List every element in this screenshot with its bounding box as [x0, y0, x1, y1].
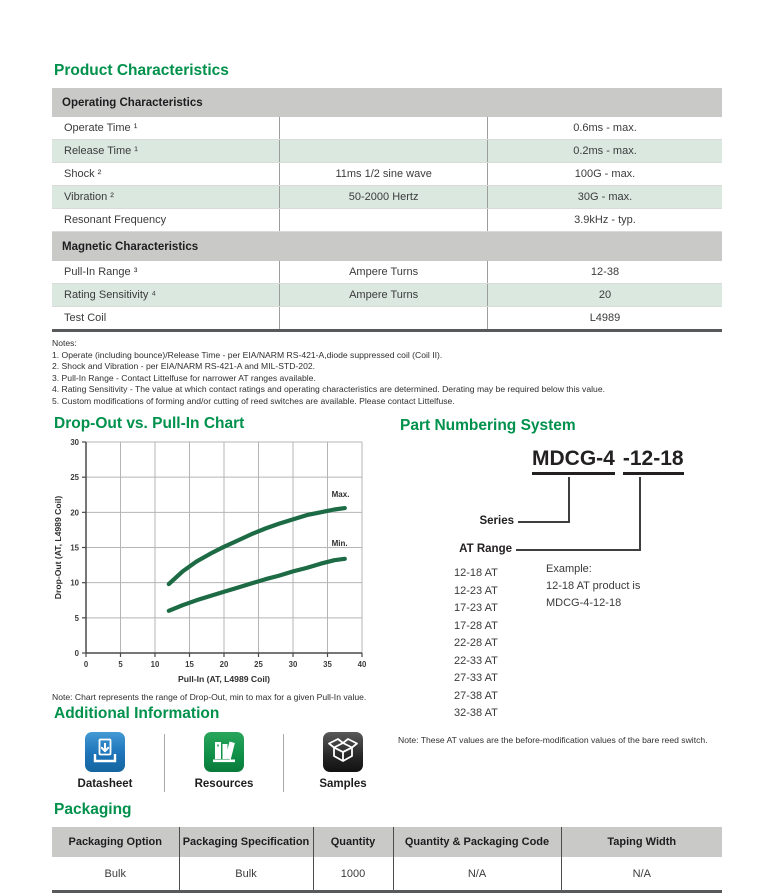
x-tick-label: 0 — [83, 660, 89, 669]
packaging-column-header: Taping Width — [561, 827, 722, 857]
notes-block — [52, 338, 722, 407]
at-range-item: 12-23 AT — [454, 584, 498, 597]
additional-info-tiles — [52, 732, 398, 792]
x-tick-label: 30 — [288, 660, 298, 669]
x-axis-label: Pull-In (AT, L4989 Coil) — [178, 674, 270, 684]
part-number-prefix: MDCG-4 — [532, 447, 615, 475]
part-numbering-title: Part Numbering System — [400, 417, 576, 434]
row-condition: Ampere Turns — [280, 261, 488, 284]
example-line: Example: — [546, 563, 592, 575]
characteristics-table — [52, 88, 722, 332]
additional-info-section — [52, 705, 398, 792]
additional-info-title: Additional Information — [54, 705, 220, 722]
row-parameter: Pull-In Range ³ — [52, 261, 280, 284]
table-row — [52, 209, 722, 232]
y-axis-label: Drop-Out (AT, L4989 Coil) — [53, 495, 63, 600]
row-condition — [280, 307, 488, 331]
packaging-title: Packaging — [54, 801, 132, 818]
atrange-connector-vertical — [639, 477, 641, 551]
table-section-header — [52, 88, 722, 117]
example-block — [546, 561, 640, 612]
product-characteristics-title: Product Characteristics — [54, 62, 229, 79]
row-condition — [280, 117, 488, 140]
x-tick-label: 35 — [323, 660, 332, 669]
at-range-item: 27-33 AT — [454, 672, 498, 684]
series-label: Min. — [331, 539, 348, 549]
packaging-column-header: Packaging Option — [52, 827, 179, 857]
section-header-label: Magnetic Characteristics — [52, 232, 722, 262]
chart-note: Note: Chart represents the range of Drop-Out, min to max for a given Pull-In value. — [52, 692, 367, 702]
lower-section — [52, 415, 722, 893]
packaging-cell: N/A — [561, 857, 722, 892]
at-range-list — [454, 565, 498, 723]
packaging-section — [52, 801, 722, 893]
packaging-row — [52, 857, 722, 892]
at-range-item: 22-28 AT — [454, 637, 498, 649]
row-parameter: Vibration ² — [52, 186, 280, 209]
row-condition: Ampere Turns — [280, 284, 488, 307]
row-value: 12-38 — [487, 261, 722, 284]
packaging-cell: N/A — [393, 857, 561, 892]
example-line: MDCG-4-12-18 — [546, 597, 622, 609]
note-line: 2. Shock and Vibration - per EIA/NARM RS-421-A and MIL-STD-202. — [52, 361, 316, 371]
example-line: 12-18 AT product is — [546, 580, 641, 592]
samples-button[interactable] — [290, 732, 396, 790]
at-values-note: Note: These AT values are the before-modification values of the bare reed switch. — [398, 735, 708, 745]
part-number-suffix: -12-18 — [623, 447, 684, 475]
x-tick-label: 5 — [118, 660, 123, 669]
open-box-icon — [323, 732, 363, 772]
tile-divider — [164, 734, 165, 792]
part-number — [532, 447, 684, 475]
series-min-curve — [169, 559, 345, 611]
x-tick-label: 15 — [185, 660, 194, 669]
packaging-column-header: Quantity — [313, 827, 393, 857]
datasheet-label: Datasheet — [77, 778, 133, 790]
row-value: 0.2ms - max. — [487, 140, 722, 163]
at-range-item: 17-28 AT — [454, 619, 498, 632]
row-parameter: Resonant Frequency — [52, 209, 280, 232]
packaging-cell: Bulk — [52, 857, 179, 892]
datasheet-button[interactable] — [52, 732, 158, 790]
row-value: 3.9kHz - typ. — [487, 209, 722, 232]
samples-label: Samples — [319, 778, 367, 790]
table-row — [52, 307, 722, 331]
y-tick-label: 15 — [70, 543, 79, 553]
series-connector-vertical — [568, 477, 570, 523]
table-row — [52, 140, 722, 163]
note-line: 5. Custom modifications of forming and/or cutting of reed switches are available. Please contact Littelfuse. — [52, 395, 455, 406]
note-line: 4. Rating Sensitivity - The value at which contact ratings and operating characteristics are determined. Derating may be required below this value. — [52, 384, 605, 394]
row-condition: 50-2000 Hertz — [280, 186, 488, 209]
x-tick-label: 40 — [357, 660, 367, 669]
y-tick-label: 30 — [70, 438, 79, 447]
series-label: Series — [479, 515, 514, 527]
series-connector-horizontal — [518, 521, 569, 523]
note-line: 3. Pull-In Range - Contact Littelfuse for narrower AT ranges available. — [52, 372, 316, 383]
dropout-pullin-chart — [52, 437, 388, 685]
packaging-column-header: Packaging Specification — [179, 827, 313, 857]
series-max-curve — [169, 508, 345, 584]
atrange-connector-horizontal — [516, 549, 640, 551]
table-row — [52, 117, 722, 140]
x-tick-label: 25 — [254, 660, 263, 669]
row-condition: 11ms 1/2 sine wave — [280, 163, 488, 186]
row-parameter: Shock ² — [52, 163, 280, 186]
row-condition — [280, 209, 488, 232]
download-document-icon — [85, 732, 125, 772]
row-value: 100G - max. — [487, 163, 722, 186]
books-icon — [204, 732, 244, 772]
packaging-cell: Bulk — [179, 857, 313, 892]
row-parameter: Operate Time ¹ — [52, 117, 280, 140]
y-tick-label: 20 — [70, 508, 79, 518]
at-range-item: 27-38 AT — [454, 689, 498, 702]
table-row — [52, 261, 722, 284]
y-tick-label: 0 — [74, 649, 79, 658]
tile-divider — [283, 734, 284, 792]
table-row — [52, 284, 722, 307]
at-range-item: 32-38 AT — [454, 707, 498, 719]
packaging-cell: 1000 — [313, 857, 393, 892]
row-parameter: Rating Sensitivity ⁴ — [52, 284, 280, 307]
series-label: Max. — [331, 489, 350, 499]
note-line: 1. Operate (including bounce)/Release Time - per EIA/NARM RS-421-A,diode suppressed coil (Coil II). — [52, 349, 443, 360]
resources-button[interactable] — [171, 732, 277, 790]
y-tick-label: 25 — [70, 473, 79, 483]
row-value: 30G - max. — [487, 186, 722, 209]
packaging-table — [52, 827, 722, 893]
table-row — [52, 186, 722, 209]
dropout-chart-section — [52, 415, 398, 702]
at-range-item: 12-18 AT — [454, 567, 498, 579]
notes-label: Notes: — [52, 338, 77, 348]
row-value: L4989 — [487, 307, 722, 331]
at-range-item: 22-33 AT — [454, 654, 498, 667]
packaging-column-header: Quantity & Packaging Code — [393, 827, 561, 857]
row-value: 20 — [487, 284, 722, 307]
x-tick-label: 20 — [219, 660, 229, 669]
resources-label: Resources — [194, 778, 254, 790]
part-numbering-section — [398, 417, 722, 757]
row-parameter: Release Time ¹ — [52, 140, 280, 163]
y-tick-label: 5 — [74, 613, 79, 623]
at-range-item: 17-23 AT — [454, 602, 498, 614]
row-condition — [280, 140, 488, 163]
row-value: 0.6ms - max. — [487, 117, 722, 140]
page-content — [52, 0, 722, 893]
y-tick-label: 10 — [70, 578, 79, 588]
chart-title: Drop-Out vs. Pull-In Chart — [54, 415, 245, 432]
section-header-label: Operating Characteristics — [52, 88, 722, 117]
at-range-label: AT Range — [459, 543, 512, 555]
table-section-header — [52, 232, 722, 262]
x-tick-label: 10 — [150, 660, 160, 669]
row-parameter: Test Coil — [52, 307, 280, 331]
table-row — [52, 163, 722, 186]
